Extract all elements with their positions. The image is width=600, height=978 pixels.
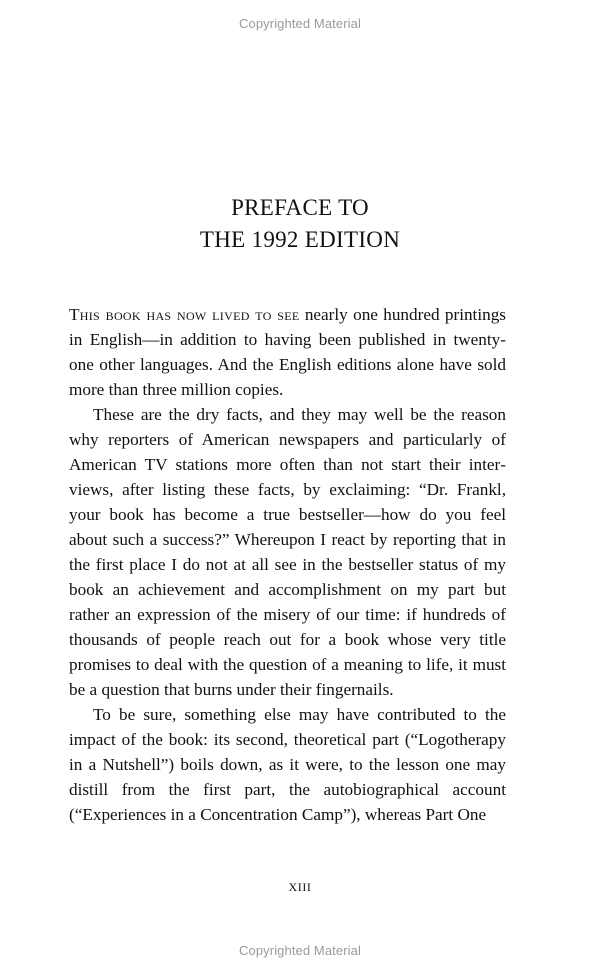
page-number: XIII	[288, 880, 312, 894]
paragraph-1	[69, 302, 506, 402]
paragraph-2: These are the dry facts, and they may well be the reason why reporters of American newspapers and particularly of American TV stations more often than not start their interviews, after listing these facts, by exclaiming: “Dr. Frankl, your book has become a true bestseller—how do you feel about such a success?” Whereupon I react by reporting that in the first place I do not at all see in the bestseller status of my book an achievement and accomplishment on my part but rather an expression of the misery of our time: if hundreds of thousands of people reach out for a book whose very title promises to deal with the question of a meaning to life, it must be a question that burns under their fingernails.	[69, 405, 506, 699]
watermark-bottom: Copyrighted Material	[239, 943, 361, 958]
paragraph-1-lead-in: This book has now lived to see	[69, 305, 300, 324]
watermark-top: Copyrighted Material	[239, 16, 361, 31]
paragraph-1-text: nearly one hundred printings in English—in addition to having been published in twenty-one other languages. And the English editions alone have sold more than three million copies.	[69, 305, 506, 399]
chapter-title	[0, 192, 600, 256]
chapter-title-line-1: PREFACE TO	[231, 195, 369, 220]
paragraph-3: To be sure, something else may have contributed to the impact of the book: its second, theoretical part (“Logotherapy in a Nutshell”) boils down, as it were, to the lesson one may distill from the first part, the autobiographical account (“Experiences in a Concentration Camp”), whereas Part One	[69, 705, 506, 824]
body-text	[69, 302, 506, 827]
chapter-title-line-2: THE 1992 EDITION	[199, 227, 401, 252]
